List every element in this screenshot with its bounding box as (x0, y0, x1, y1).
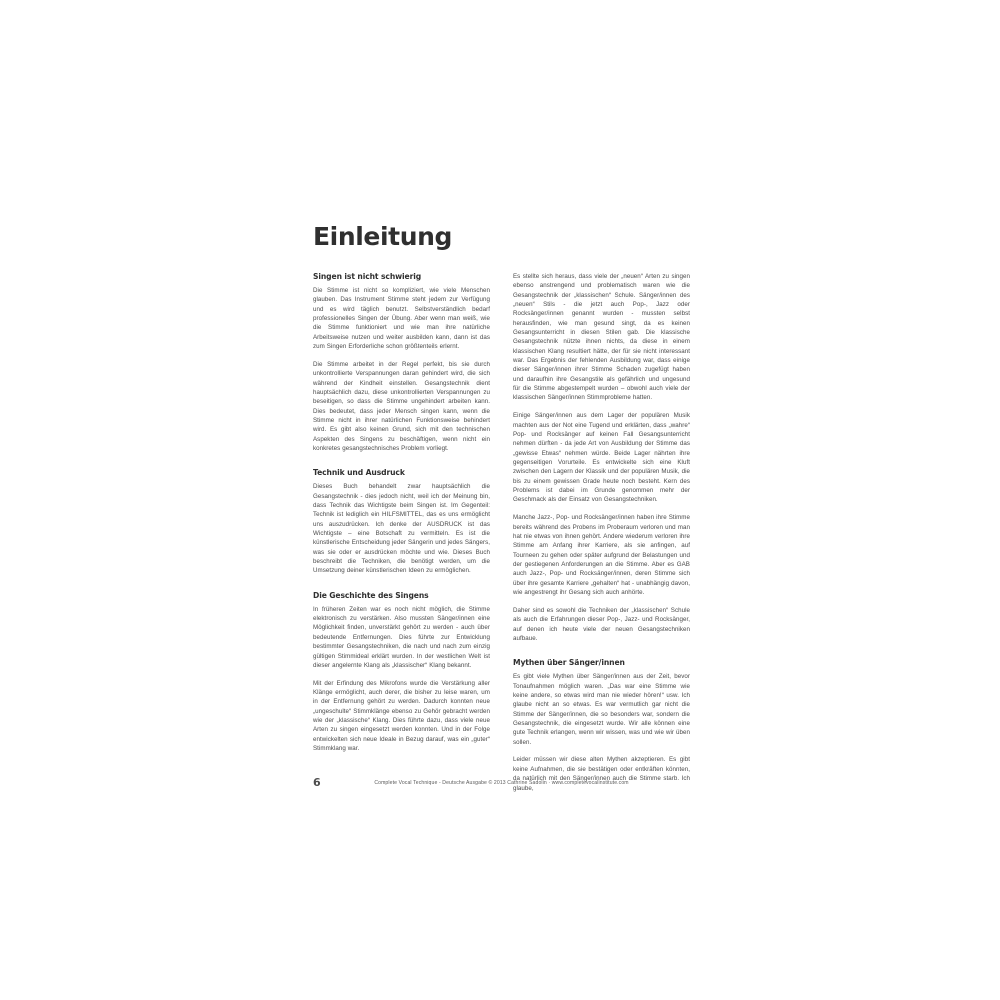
paragraph: Manche Jazz-, Pop- und Rocksänger/innen haben ihre Stimme bereits während des Probens im Proberaum verloren und man hat nie etwas von ihnen gehört. Andere wiederum verloren ihre Stimme am Anfang ihrer Karriere, als sie anfingen, auf Tourneen zu gehen oder später aufgrund der Belastungen und der gestiegenen Anforderungen an die Stimme. Aber es GAB auch Jazz-, Pop- und Rocksänger/innen, deren Stimme sich über ihre gesamte Karriere „gehalten“ hat - unabhängig davon, wie angestrengt ihr Gesang sich auch anhörte. (513, 514, 690, 596)
paragraph: Es gibt viele Mythen über Sänger/innen aus der Zeit, bevor Tonaufnahmen möglich waren. „Das war eine Stimme wie keine andere, so etwas wird man nie wieder hören!“ usw. Ich glaube nicht an so etwas. Es war vermutlich gar nicht die Stimme der Sänger/innen, die so besonders war, sondern die Gesangstechnik, die eingesetzt wurde. Wir alle können eine gute Technik erlangen, wenn wir wissen, was und wie wir üben sollen. (513, 673, 690, 746)
two-column-body (313, 272, 690, 793)
section-heading-mythen-ueber-saenger-innen: Mythen über Sänger/innen (513, 658, 625, 668)
paragraph: Daher sind es sowohl die Techniken der „klassischen“ Schule als auch die Erfahrungen dieser Pop-, Jazz- und Rocksänger, auf denen ich heute viele der neuen Gesangstechniken aufbaue. (513, 606, 690, 642)
paragraph: Die Stimme arbeitet in der Regel perfekt, bis sie durch unkontrollierte Verspannungen daran gehindert wird, die sich während der Kindheit einstellen. Gesangstechnik dient hauptsächlich dazu, diese unkontrollierten Verspannungen zu beseitigen, so dass die Stimme ungehindert arbeiten kann. Dies bedeutet, dass jeder Mensch singen kann, wenn die Stimme nicht in ihrer natürlichen Funktionsweise behindert wird. Es gibt also keinen Grund, sich mit den technischen Aspekten des Singens zu beschäftigen, wenn nicht ein konkretes gesangstechnisches Problem vorliegt. (313, 360, 490, 452)
page-content (313, 224, 690, 794)
footer-credit-line: Complete Vocal Technique - Deutsche Ausgabe © 2013 Cathrine Sadolin · www.completevocalinstitute.com (374, 780, 629, 786)
page-title: Einleitung (313, 222, 452, 251)
paragraph: Leider müssen wir diese alten Mythen akzeptieren. Es gibt keine Aufnahmen, die sie bestätigen oder entkräften könnten, da natürlich mit den Sänger/innen auch die Stimme starb. Ich glaube, (513, 756, 690, 792)
paragraph: Einige Sänger/innen aus dem Lager der populären Musik machten aus der Not eine Tugend und erklärten, dass „wahre“ Pop- und Rocksänger auf keinen Fall Gesangsunterricht nehmen dürften - da jede Art von Ausbildung der Stimme das „gewisse Etwas“ nehmen würde. Beide Lager nährten ihre gegenseitigen Vorurteile. Es entwickelte sich eine Kluft zwischen den Lagern der Klassik und der populären Musik, die bis zu einem gewissen Grade heute noch besteht. Kern des Problems ist dabei im Grunde genommen mehr der Geschmack als der Einsatz von Gesangstechniken. (513, 412, 690, 504)
section-heading-singen-ist-nicht-schwierig: Singen ist nicht schwierig (313, 272, 422, 281)
paragraph: In früheren Zeiten war es noch nicht möglich, die Stimme elektronisch zu verstärken. Also mussten Sänger/innen eine Möglichkeit finden, unverstärkt gehört zu werden - auch über bedeutende Entfernungen. Dies führte zur Entwicklung bestimmter Gesangstechniken, die nach und nach zum einzig gültigen Stimmideal erklärt wurden. In der westlichen Welt ist dieser angelernte Klang als „klassischer“ Klang bekannt. (313, 605, 490, 669)
right-text-column (513, 272, 690, 793)
section-heading-die-geschichte-des-singens: Die Geschichte des Singens (313, 590, 429, 600)
paragraph: Es stellte sich heraus, dass viele der „neuen“ Arten zu singen ebenso anstrengend und problematisch waren wie die Gesangstechnik der „klassischen“ Schule. Sänger/innen des „neuen“ Stils - die jetzt auch Pop-, Jazz oder Rocksänger/innen genannt wurden - mussten selbst herausfinden, wie man gesund singt, da es keinen Gesangsunterricht in diesen Stilen gab. Die klassische Gesangstechnik nützte ihnen nichts, da diese in einem klassischen Klang resultiert hätte, der für sie nicht interessant war. Das Ergebnis der fehlenden Ausbildung war, dass einige dieser Sänger/innen ihrer Stimme Schaden zugefügt haben und daraufhin ihre Gesangstile als gefährlich und ungesund für die Stimme abgestempelt wurden – obwohl auch viele der klassischen Sänger/innen Stimmprobleme hatten. (513, 273, 690, 402)
section-heading-technik-und-ausdruck: Technik und Ausdruck (313, 468, 405, 478)
paragraph: Die Stimme ist nicht so kompliziert, wie viele Menschen glauben. Das Instrument Stimme steht jedem zur Verfügung und es wird täglich benutzt. Selbstverständlich bedarf professionelles Singen der Übung. Aber wenn man weiß, wie die Stimme funktioniert und wie man ihre natürliche Arbeitsweise nutzen und weiter ausbilden kann, dann ist das zum Singen Erforderliche schon größtenteils erlernt. (313, 287, 490, 351)
page-footer (313, 778, 690, 792)
page-number: 6 (313, 776, 321, 789)
paragraph: Dieses Buch behandelt zwar hauptsächlich die Gesangstechnik - dies jedoch nicht, weil ich der Meinung bin, dass Technik das Wichtigste beim Singen ist. Im Gegenteil: Technik ist lediglich ein HILFSMITTEL, das es uns ermöglicht uns auszudrücken. Ich denke der AUSDRUCK ist das Wichtigste – eine Botschaft zu vermitteln. Es ist die künstlerische Entscheidung jeder Sängerin und jedes Sängers, was sie oder er ausdrücken möchte und wie. Dieses Buch beschreibt die Techniken, die benötigt werden, um die Umsetzung deiner künstlerischen Ideen zu ermöglichen. (313, 483, 490, 575)
paragraph: Mit der Erfindung des Mikrofons wurde die Verstärkung aller Klänge ermöglicht, auch derer, die bisher zu leise waren, um in der Entfernung gehört zu werden. Dadurch konnten neue „ungeschulte“ Stimmklänge ebenso zu Gehör gebracht werden wie der „klassische“ Klang. Dies führte dazu, dass viele neue Arten zu singen eingesetzt werden konnten. Und in der Folge entwickelten sich neue Ideale in Bezug darauf, was ein „guter“ Stimmklang war. (313, 679, 490, 753)
left-text-column (313, 272, 490, 753)
